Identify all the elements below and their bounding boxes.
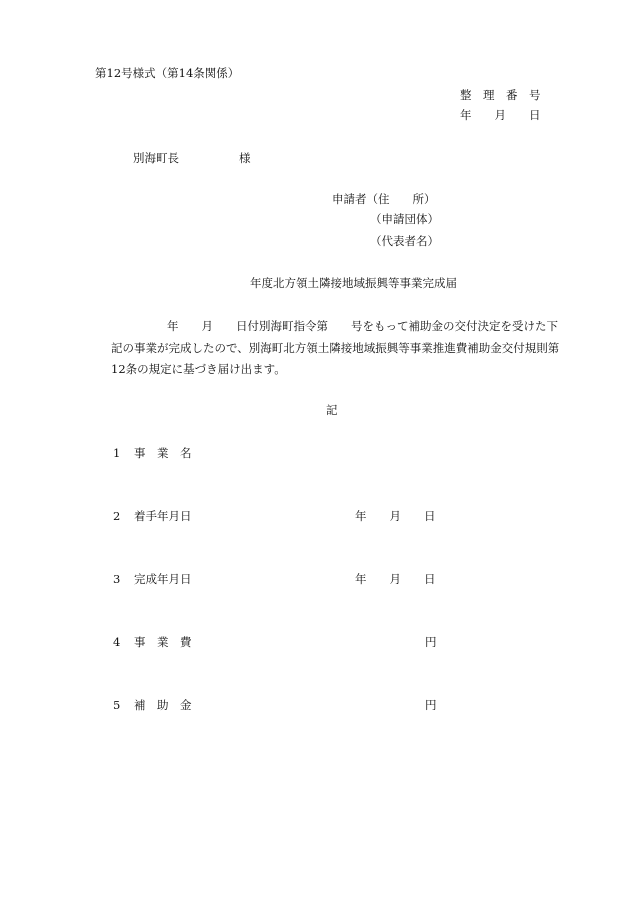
item-number: 5: [113, 698, 121, 712]
reference-number-label: 整 理 番 号: [460, 88, 541, 102]
addressee-name: 別海町長: [133, 151, 179, 165]
item-label: 着手年月日: [134, 509, 192, 523]
body-line-3: 12条の規定に基づき届け出ます。: [111, 362, 286, 376]
item-value: 年 月 日: [355, 509, 436, 523]
item-number: 2: [113, 509, 121, 523]
addressee-honorific: 様: [239, 151, 251, 165]
item-label: 補 助 金: [134, 698, 192, 712]
applicant-address-label: 申請者（住 所）: [332, 192, 436, 206]
item-label: 完成年月日: [134, 572, 192, 586]
item-value: 円: [425, 698, 437, 712]
item-value: 年 月 日: [355, 572, 436, 586]
body-line-2: 記の事業が完成したので、別海町北方領土隣接地域振興等事業推進費補助金交付規則第: [111, 341, 560, 355]
applicant-group-label: （申請団体）: [370, 212, 439, 226]
item-number: 1: [113, 446, 121, 460]
item-number: 4: [113, 635, 121, 649]
item-number: 3: [113, 572, 121, 586]
reference-date-label: 年 月 日: [460, 108, 541, 122]
item-value: 円: [425, 635, 437, 649]
body-line-1: 年 月 日付別海町指令第 号をもって補助金の交付決定を受けた下: [167, 319, 558, 333]
applicant-representative-label: （代表者名）: [370, 234, 439, 248]
document-title: 年度北方領土隣接地域振興等事業完成届: [250, 276, 457, 290]
ki-marker: 記: [326, 403, 338, 417]
item-label: 事 業 名: [134, 446, 192, 460]
form-label: 第12号様式（第14条関係）: [95, 66, 240, 80]
item-label: 事 業 費: [134, 635, 192, 649]
